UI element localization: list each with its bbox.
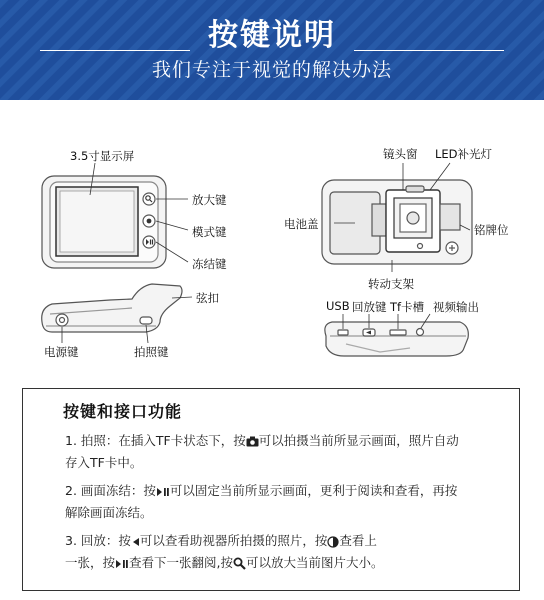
play-pause-icon bbox=[156, 487, 170, 497]
label-zoom-key: 放大键 bbox=[192, 193, 227, 207]
label-stand: 转动支架 bbox=[368, 277, 414, 291]
header-banner bbox=[0, 0, 544, 100]
label-playback-key: 回放键 bbox=[352, 300, 387, 314]
label-video-out: 视频输出 bbox=[433, 300, 479, 314]
label-nameplate: 铭牌位 bbox=[474, 223, 509, 237]
description-item-1-line-2 bbox=[65, 453, 142, 473]
description-item-2-line-1 bbox=[65, 481, 457, 501]
label-usb: USB bbox=[326, 299, 350, 313]
left-triangle-icon bbox=[131, 537, 140, 547]
magnifier-icon bbox=[233, 557, 246, 570]
label-power-key: 电源键 bbox=[44, 345, 79, 359]
item-text: 查看上 bbox=[339, 533, 377, 548]
device-illustrations bbox=[0, 100, 544, 380]
label-screen: 3.5寸显示屏 bbox=[70, 149, 135, 163]
item-text: 可以查看助视器所拍摄的照片，按 bbox=[139, 533, 328, 548]
label-photo-key: 拍照键 bbox=[134, 345, 169, 359]
page-subtitle: 我们专注于视觉的解决办法 bbox=[151, 59, 392, 81]
item-text: 解除画面冻结。 bbox=[65, 505, 153, 520]
front-view-device bbox=[42, 163, 188, 268]
item-text: 2. 画面冻结：按 bbox=[65, 483, 156, 498]
play-pause-icon bbox=[115, 559, 129, 569]
description-item-2-line-2 bbox=[65, 503, 153, 523]
item-text: 1. 拍照：在插入TF卡状态下，按 bbox=[65, 433, 246, 448]
label-tf-slot: Tf卡槽 bbox=[390, 300, 425, 314]
description-item-1-line-1 bbox=[65, 431, 459, 451]
item-text: 可以拍摄当前所显示画面，照片自动 bbox=[258, 433, 459, 448]
item-text: 3. 回放：按 bbox=[65, 533, 131, 548]
label-latch: 弦扣 bbox=[196, 291, 219, 305]
item-text: 可以放大当前图片大小。 bbox=[246, 555, 384, 570]
bottom-view-device bbox=[325, 314, 468, 356]
half-circle-icon bbox=[327, 536, 339, 548]
description-item-3-line-2 bbox=[65, 553, 384, 573]
label-lens-window: 镜头窗 bbox=[383, 147, 418, 161]
item-text: 查看下一张翻阅,按 bbox=[129, 555, 233, 570]
label-led: LED补光灯 bbox=[435, 147, 493, 161]
function-description-box bbox=[22, 388, 520, 591]
camera-icon bbox=[246, 436, 259, 447]
back-view-device bbox=[322, 163, 472, 272]
label-battery-cover: 电池盖 bbox=[284, 217, 319, 231]
item-text: 存入TF卡中。 bbox=[65, 455, 143, 470]
item-text: 一张，按 bbox=[65, 555, 116, 570]
item-text: 可以固定当前所显示画面，更利于阅读和查看，再按 bbox=[169, 483, 458, 498]
label-freeze-key: 冻结键 bbox=[192, 257, 227, 271]
page-title: 按键说明 bbox=[208, 18, 336, 53]
side-view-device bbox=[42, 284, 192, 343]
description-item-3-line-1 bbox=[65, 531, 377, 551]
description-title: 按键和接口功能 bbox=[63, 402, 183, 421]
label-mode-key: 模式键 bbox=[192, 225, 227, 239]
device-drawings bbox=[0, 100, 544, 380]
